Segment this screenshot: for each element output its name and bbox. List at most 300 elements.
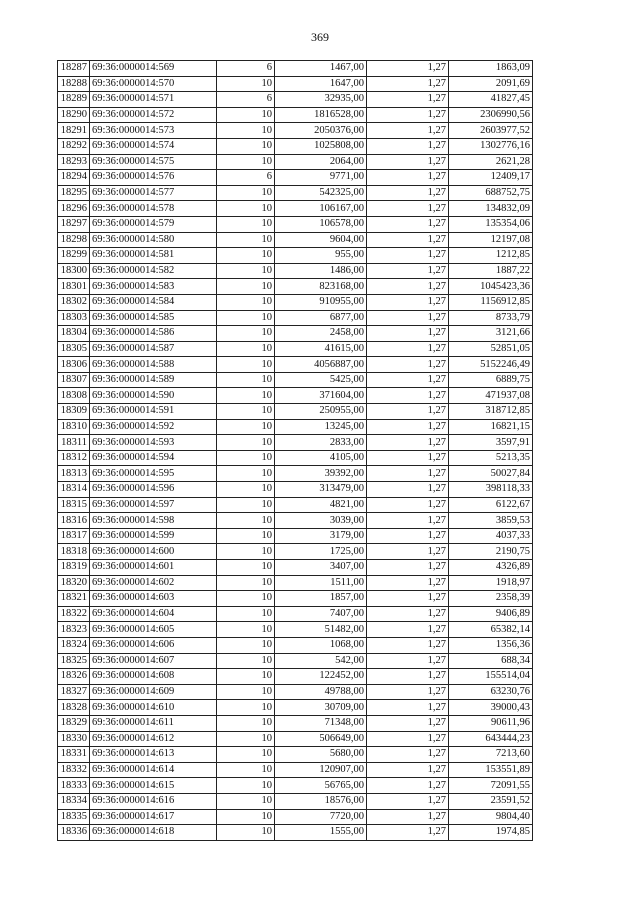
cadastral-value-cell: 90611,96 — [449, 715, 533, 731]
row-index-cell: 18296 — [58, 201, 90, 217]
coefficient-cell: 1,27 — [367, 201, 449, 217]
table-row — [58, 263, 533, 279]
table-row — [58, 591, 533, 607]
cadastral-number-cell: 69:36:0000014:594 — [90, 450, 217, 466]
area-value-cell: 122452,00 — [275, 669, 367, 685]
cadastral-number-cell: 69:36:0000014:618 — [90, 825, 217, 841]
cadastral-number-cell: 69:36:0000014:576 — [90, 170, 217, 186]
row-index-cell: 18328 — [58, 700, 90, 716]
table-row — [58, 793, 533, 809]
cadastral-number-cell: 69:36:0000014:584 — [90, 294, 217, 310]
area-value-cell: 3039,00 — [275, 513, 367, 529]
row-index-cell: 18304 — [58, 326, 90, 342]
cadastral-number-cell: 69:36:0000014:603 — [90, 591, 217, 607]
area-value-cell: 2458,00 — [275, 326, 367, 342]
row-index-cell: 18288 — [58, 76, 90, 92]
cadastral-number-cell: 69:36:0000014:592 — [90, 419, 217, 435]
category-code-cell: 10 — [217, 684, 275, 700]
category-code-cell: 10 — [217, 778, 275, 794]
category-code-cell: 10 — [217, 653, 275, 669]
cadastral-value-cell: 7213,60 — [449, 747, 533, 763]
table-row — [58, 76, 533, 92]
area-value-cell: 371604,00 — [275, 388, 367, 404]
coefficient-cell: 1,27 — [367, 606, 449, 622]
category-code-cell: 10 — [217, 154, 275, 170]
coefficient-cell: 1,27 — [367, 357, 449, 373]
cadastral-number-cell: 69:36:0000014:599 — [90, 528, 217, 544]
cadastral-number-cell: 69:36:0000014:614 — [90, 762, 217, 778]
row-index-cell: 18331 — [58, 747, 90, 763]
table-row — [58, 575, 533, 591]
row-index-cell: 18324 — [58, 637, 90, 653]
cadastral-value-cell: 4326,89 — [449, 560, 533, 576]
category-code-cell: 10 — [217, 809, 275, 825]
coefficient-cell: 1,27 — [367, 513, 449, 529]
category-code-cell: 10 — [217, 482, 275, 498]
area-value-cell: 30709,00 — [275, 700, 367, 716]
area-value-cell: 41615,00 — [275, 341, 367, 357]
coefficient-cell: 1,27 — [367, 435, 449, 451]
table-row — [58, 435, 533, 451]
table-row — [58, 310, 533, 326]
table-row — [58, 528, 533, 544]
category-code-cell: 10 — [217, 747, 275, 763]
row-index-cell: 18320 — [58, 575, 90, 591]
area-value-cell: 910955,00 — [275, 294, 367, 310]
cadastral-number-cell: 69:36:0000014:580 — [90, 232, 217, 248]
area-value-cell: 1025808,00 — [275, 138, 367, 154]
cadastral-number-cell: 69:36:0000014:571 — [90, 92, 217, 108]
category-code-cell: 10 — [217, 513, 275, 529]
coefficient-cell: 1,27 — [367, 809, 449, 825]
category-code-cell: 10 — [217, 637, 275, 653]
cadastral-number-cell: 69:36:0000014:597 — [90, 497, 217, 513]
area-value-cell: 18576,00 — [275, 793, 367, 809]
category-code-cell: 10 — [217, 372, 275, 388]
area-value-cell: 51482,00 — [275, 622, 367, 638]
table-row — [58, 201, 533, 217]
cadastral-number-cell: 69:36:0000014:588 — [90, 357, 217, 373]
area-value-cell: 4056887,00 — [275, 357, 367, 373]
category-code-cell: 10 — [217, 76, 275, 92]
table-row — [58, 700, 533, 716]
cadastral-value-cell: 9406,89 — [449, 606, 533, 622]
coefficient-cell: 1,27 — [367, 466, 449, 482]
cadastral-value-cell: 6122,67 — [449, 497, 533, 513]
area-value-cell: 955,00 — [275, 248, 367, 264]
category-code-cell: 10 — [217, 388, 275, 404]
table-row — [58, 294, 533, 310]
cadastral-value-cell: 135354,06 — [449, 216, 533, 232]
cadastral-value-cell: 3121,66 — [449, 326, 533, 342]
row-index-cell: 18298 — [58, 232, 90, 248]
coefficient-cell: 1,27 — [367, 700, 449, 716]
coefficient-cell: 1,27 — [367, 170, 449, 186]
cadastral-value-cell: 63230,76 — [449, 684, 533, 700]
cadastral-number-cell: 69:36:0000014:604 — [90, 606, 217, 622]
row-index-cell: 18300 — [58, 263, 90, 279]
cadastral-number-cell: 69:36:0000014:605 — [90, 622, 217, 638]
area-value-cell: 9771,00 — [275, 170, 367, 186]
coefficient-cell: 1,27 — [367, 684, 449, 700]
table-row — [58, 497, 533, 513]
cadastral-number-cell: 69:36:0000014:600 — [90, 544, 217, 560]
row-index-cell: 18329 — [58, 715, 90, 731]
area-value-cell: 250955,00 — [275, 404, 367, 420]
row-index-cell: 18297 — [58, 216, 90, 232]
table-row — [58, 747, 533, 763]
area-value-cell: 2064,00 — [275, 154, 367, 170]
category-code-cell: 10 — [217, 622, 275, 638]
row-index-cell: 18318 — [58, 544, 90, 560]
cadastral-number-cell: 69:36:0000014:573 — [90, 123, 217, 139]
cadastral-number-cell: 69:36:0000014:598 — [90, 513, 217, 529]
cadastral-number-cell: 69:36:0000014:613 — [90, 747, 217, 763]
area-value-cell: 1725,00 — [275, 544, 367, 560]
category-code-cell: 10 — [217, 575, 275, 591]
area-value-cell: 2833,00 — [275, 435, 367, 451]
category-code-cell: 10 — [217, 216, 275, 232]
cadastral-number-cell: 69:36:0000014:610 — [90, 700, 217, 716]
category-code-cell: 10 — [217, 404, 275, 420]
category-code-cell: 10 — [217, 466, 275, 482]
cadastral-value-cell: 1045423,36 — [449, 279, 533, 295]
cadastral-value-cell: 41827,45 — [449, 92, 533, 108]
cadastral-value-cell: 688752,75 — [449, 185, 533, 201]
area-value-cell: 106167,00 — [275, 201, 367, 217]
area-value-cell: 32935,00 — [275, 92, 367, 108]
table-row — [58, 123, 533, 139]
table-row — [58, 419, 533, 435]
coefficient-cell: 1,27 — [367, 747, 449, 763]
table-row — [58, 404, 533, 420]
coefficient-cell: 1,27 — [367, 482, 449, 498]
cadastral-number-cell: 69:36:0000014:585 — [90, 310, 217, 326]
category-code-cell: 10 — [217, 357, 275, 373]
row-index-cell: 18319 — [58, 560, 90, 576]
category-code-cell: 6 — [217, 170, 275, 186]
table-row — [58, 637, 533, 653]
row-index-cell: 18336 — [58, 825, 90, 841]
table-row — [58, 622, 533, 638]
table-row — [58, 248, 533, 264]
table-row — [58, 544, 533, 560]
cadastral-number-cell: 69:36:0000014:574 — [90, 138, 217, 154]
coefficient-cell: 1,27 — [367, 669, 449, 685]
category-code-cell: 10 — [217, 528, 275, 544]
category-code-cell: 10 — [217, 715, 275, 731]
coefficient-cell: 1,27 — [367, 326, 449, 342]
row-index-cell: 18335 — [58, 809, 90, 825]
table-row — [58, 669, 533, 685]
cadastral-number-cell: 69:36:0000014:569 — [90, 61, 217, 77]
area-value-cell: 2050376,00 — [275, 123, 367, 139]
coefficient-cell: 1,27 — [367, 92, 449, 108]
table-row — [58, 778, 533, 794]
area-value-cell: 542,00 — [275, 653, 367, 669]
row-index-cell: 18292 — [58, 138, 90, 154]
category-code-cell: 10 — [217, 497, 275, 513]
coefficient-cell: 1,27 — [367, 263, 449, 279]
row-index-cell: 18333 — [58, 778, 90, 794]
row-index-cell: 18305 — [58, 341, 90, 357]
table-row — [58, 357, 533, 373]
coefficient-cell: 1,27 — [367, 294, 449, 310]
row-index-cell: 18314 — [58, 482, 90, 498]
cadastral-value-cell: 1918,97 — [449, 575, 533, 591]
cadastral-number-cell: 69:36:0000014:579 — [90, 216, 217, 232]
cadastral-number-cell: 69:36:0000014:609 — [90, 684, 217, 700]
cadastral-value-cell: 318712,85 — [449, 404, 533, 420]
cadastral-number-cell: 69:36:0000014:606 — [90, 637, 217, 653]
coefficient-cell: 1,27 — [367, 404, 449, 420]
table-row — [58, 606, 533, 622]
table-row — [58, 466, 533, 482]
table-row — [58, 341, 533, 357]
cadastral-number-cell: 69:36:0000014:577 — [90, 185, 217, 201]
cadastral-value-cell: 155514,04 — [449, 669, 533, 685]
cadastral-value-cell: 65382,14 — [449, 622, 533, 638]
table-row — [58, 216, 533, 232]
category-code-cell: 10 — [217, 232, 275, 248]
category-code-cell: 10 — [217, 341, 275, 357]
row-index-cell: 18321 — [58, 591, 90, 607]
coefficient-cell: 1,27 — [367, 185, 449, 201]
cadastral-number-cell: 69:36:0000014:593 — [90, 435, 217, 451]
table-row — [58, 170, 533, 186]
row-index-cell: 18317 — [58, 528, 90, 544]
coefficient-cell: 1,27 — [367, 622, 449, 638]
category-code-cell: 10 — [217, 669, 275, 685]
area-value-cell: 6877,00 — [275, 310, 367, 326]
table-row — [58, 715, 533, 731]
row-index-cell: 18311 — [58, 435, 90, 451]
coefficient-cell: 1,27 — [367, 138, 449, 154]
category-code-cell: 10 — [217, 107, 275, 123]
row-index-cell: 18294 — [58, 170, 90, 186]
row-index-cell: 18316 — [58, 513, 90, 529]
cadastral-value-cell: 50027,84 — [449, 466, 533, 482]
row-index-cell: 18332 — [58, 762, 90, 778]
coefficient-cell: 1,27 — [367, 528, 449, 544]
coefficient-cell: 1,27 — [367, 372, 449, 388]
area-value-cell: 120907,00 — [275, 762, 367, 778]
row-index-cell: 18287 — [58, 61, 90, 77]
category-code-cell: 10 — [217, 419, 275, 435]
row-index-cell: 18325 — [58, 653, 90, 669]
area-value-cell: 3179,00 — [275, 528, 367, 544]
cadastral-value-cell: 2306990,56 — [449, 107, 533, 123]
cadastral-value-cell: 52851,05 — [449, 341, 533, 357]
row-index-cell: 18323 — [58, 622, 90, 638]
cadastral-value-cell: 2621,28 — [449, 154, 533, 170]
cadastral-value-cell: 2603977,52 — [449, 123, 533, 139]
coefficient-cell: 1,27 — [367, 341, 449, 357]
coefficient-cell: 1,27 — [367, 825, 449, 841]
cadastral-value-cell: 1302776,16 — [449, 138, 533, 154]
row-index-cell: 18312 — [58, 450, 90, 466]
coefficient-cell: 1,27 — [367, 560, 449, 576]
area-value-cell: 542325,00 — [275, 185, 367, 201]
coefficient-cell: 1,27 — [367, 61, 449, 77]
area-value-cell: 9604,00 — [275, 232, 367, 248]
page-number: 369 — [311, 30, 329, 44]
table-row — [58, 762, 533, 778]
cadastral-number-cell: 69:36:0000014:602 — [90, 575, 217, 591]
row-index-cell: 18322 — [58, 606, 90, 622]
cadastral-number-cell: 69:36:0000014:578 — [90, 201, 217, 217]
cadastral-value-cell: 23591,52 — [449, 793, 533, 809]
cadastral-value-cell: 16821,15 — [449, 419, 533, 435]
coefficient-cell: 1,27 — [367, 731, 449, 747]
table-row — [58, 560, 533, 576]
category-code-cell: 10 — [217, 731, 275, 747]
area-value-cell: 5425,00 — [275, 372, 367, 388]
table-row — [58, 185, 533, 201]
row-index-cell: 18290 — [58, 107, 90, 123]
cadastral-value-cell: 5213,35 — [449, 450, 533, 466]
row-index-cell: 18302 — [58, 294, 90, 310]
cadastral-number-cell: 69:36:0000014:616 — [90, 793, 217, 809]
cadastral-value-cell: 1212,85 — [449, 248, 533, 264]
area-value-cell: 3407,00 — [275, 560, 367, 576]
area-value-cell: 1068,00 — [275, 637, 367, 653]
row-index-cell: 18326 — [58, 669, 90, 685]
coefficient-cell: 1,27 — [367, 497, 449, 513]
table-row — [58, 809, 533, 825]
category-code-cell: 6 — [217, 61, 275, 77]
category-code-cell: 10 — [217, 606, 275, 622]
area-value-cell: 1467,00 — [275, 61, 367, 77]
row-index-cell: 18289 — [58, 92, 90, 108]
row-index-cell: 18334 — [58, 793, 90, 809]
cadastral-number-cell: 69:36:0000014:587 — [90, 341, 217, 357]
coefficient-cell: 1,27 — [367, 76, 449, 92]
area-value-cell: 4821,00 — [275, 497, 367, 513]
category-code-cell: 10 — [217, 201, 275, 217]
category-code-cell: 10 — [217, 123, 275, 139]
cadastral-value-cell: 12409,17 — [449, 170, 533, 186]
area-value-cell: 5680,00 — [275, 747, 367, 763]
table-row — [58, 513, 533, 529]
table-row — [58, 653, 533, 669]
row-index-cell: 18295 — [58, 185, 90, 201]
category-code-cell: 10 — [217, 138, 275, 154]
category-code-cell: 10 — [217, 279, 275, 295]
coefficient-cell: 1,27 — [367, 216, 449, 232]
coefficient-cell: 1,27 — [367, 123, 449, 139]
cadastral-number-cell: 69:36:0000014:617 — [90, 809, 217, 825]
coefficient-cell: 1,27 — [367, 653, 449, 669]
category-code-cell: 10 — [217, 591, 275, 607]
cadastral-value-cell: 688,34 — [449, 653, 533, 669]
table-row — [58, 107, 533, 123]
row-index-cell: 18309 — [58, 404, 90, 420]
cadastral-value-cell: 2091,69 — [449, 76, 533, 92]
coefficient-cell: 1,27 — [367, 154, 449, 170]
row-index-cell: 18291 — [58, 123, 90, 139]
cadastral-value-cell: 1974,85 — [449, 825, 533, 841]
row-index-cell: 18330 — [58, 731, 90, 747]
table-row — [58, 138, 533, 154]
category-code-cell: 10 — [217, 248, 275, 264]
cadastral-number-cell: 69:36:0000014:608 — [90, 669, 217, 685]
area-value-cell: 4105,00 — [275, 450, 367, 466]
category-code-cell: 10 — [217, 263, 275, 279]
table-row — [58, 825, 533, 841]
area-value-cell: 7407,00 — [275, 606, 367, 622]
table-row — [58, 92, 533, 108]
area-value-cell: 1486,00 — [275, 263, 367, 279]
row-index-cell: 18299 — [58, 248, 90, 264]
area-value-cell: 106578,00 — [275, 216, 367, 232]
category-code-cell: 10 — [217, 825, 275, 841]
cadastral-number-cell: 69:36:0000014:582 — [90, 263, 217, 279]
category-code-cell: 10 — [217, 310, 275, 326]
category-code-cell: 10 — [217, 294, 275, 310]
row-index-cell: 18307 — [58, 372, 90, 388]
table-row — [58, 326, 533, 342]
coefficient-cell: 1,27 — [367, 248, 449, 264]
cadastral-number-cell: 69:36:0000014:572 — [90, 107, 217, 123]
table-row — [58, 154, 533, 170]
coefficient-cell: 1,27 — [367, 591, 449, 607]
area-value-cell: 1816528,00 — [275, 107, 367, 123]
cadastral-value-cell: 9804,40 — [449, 809, 533, 825]
row-index-cell: 18293 — [58, 154, 90, 170]
cadastral-value-cell: 39000,43 — [449, 700, 533, 716]
table-row — [58, 684, 533, 700]
cadastral-value-cell: 72091,55 — [449, 778, 533, 794]
area-value-cell: 7720,00 — [275, 809, 367, 825]
table-row — [58, 279, 533, 295]
coefficient-cell: 1,27 — [367, 450, 449, 466]
cadastral-value-cell: 6889,75 — [449, 372, 533, 388]
row-index-cell: 18313 — [58, 466, 90, 482]
cadastral-number-cell: 69:36:0000014:595 — [90, 466, 217, 482]
area-value-cell: 1511,00 — [275, 575, 367, 591]
category-code-cell: 10 — [217, 450, 275, 466]
table-row — [58, 232, 533, 248]
coefficient-cell: 1,27 — [367, 544, 449, 560]
cadastral-value-cell: 1156912,85 — [449, 294, 533, 310]
cadastral-number-cell: 69:36:0000014:591 — [90, 404, 217, 420]
coefficient-cell: 1,27 — [367, 637, 449, 653]
cadastral-value-cell: 5152246,49 — [449, 357, 533, 373]
table-row — [58, 61, 533, 77]
cadastral-number-cell: 69:36:0000014:575 — [90, 154, 217, 170]
coefficient-cell: 1,27 — [367, 575, 449, 591]
area-value-cell: 1647,00 — [275, 76, 367, 92]
category-code-cell: 10 — [217, 185, 275, 201]
area-value-cell: 56765,00 — [275, 778, 367, 794]
category-code-cell: 10 — [217, 326, 275, 342]
cadastral-value-cell: 134832,09 — [449, 201, 533, 217]
cadastral-number-cell: 69:36:0000014:581 — [90, 248, 217, 264]
row-index-cell: 18315 — [58, 497, 90, 513]
cadastral-table — [57, 60, 533, 841]
cadastral-value-cell: 4037,33 — [449, 528, 533, 544]
area-value-cell: 823168,00 — [275, 279, 367, 295]
cadastral-number-cell: 69:36:0000014:601 — [90, 560, 217, 576]
coefficient-cell: 1,27 — [367, 232, 449, 248]
cadastral-number-cell: 69:36:0000014:596 — [90, 482, 217, 498]
coefficient-cell: 1,27 — [367, 778, 449, 794]
coefficient-cell: 1,27 — [367, 279, 449, 295]
coefficient-cell: 1,27 — [367, 715, 449, 731]
cadastral-value-cell: 1863,09 — [449, 61, 533, 77]
area-value-cell: 71348,00 — [275, 715, 367, 731]
